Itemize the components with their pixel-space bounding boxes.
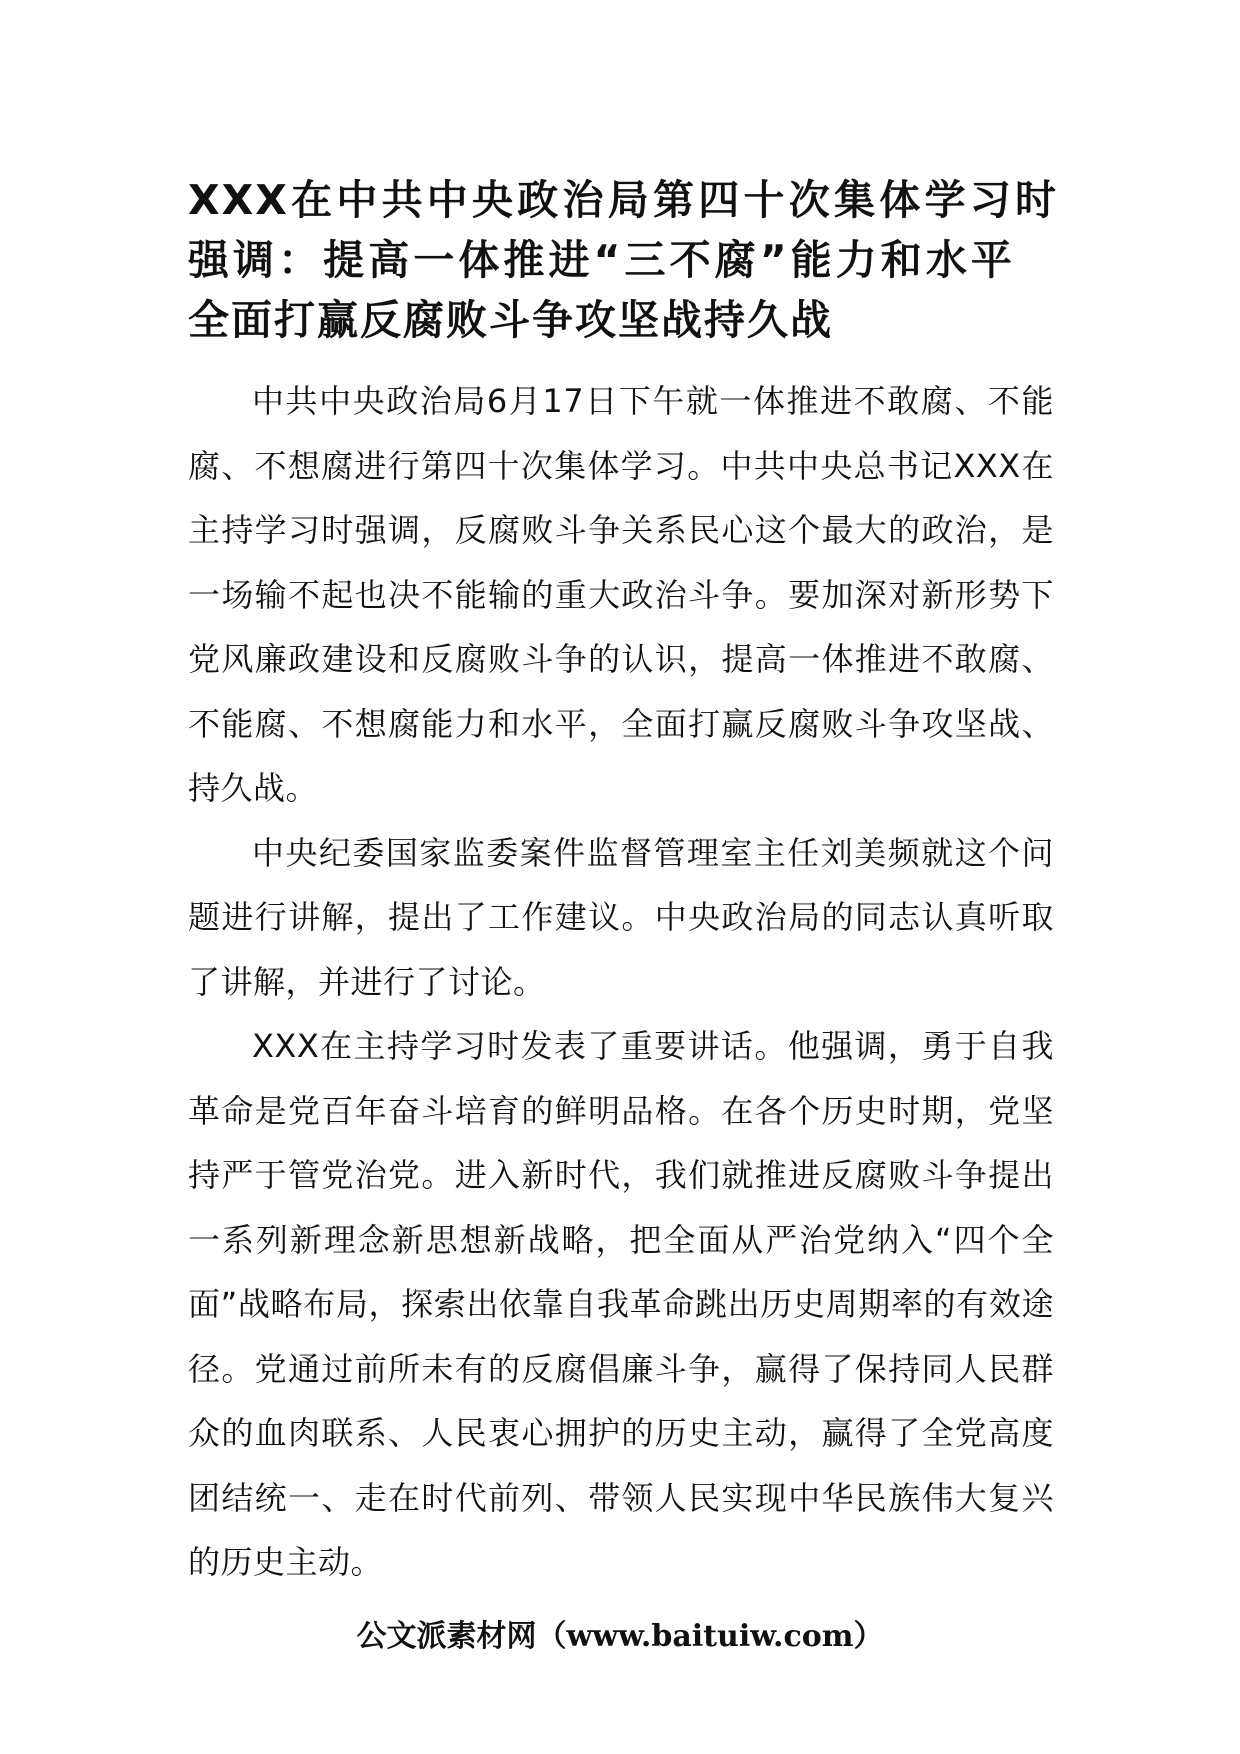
paragraph-2: 中央纪委国家监委案件监督管理室主任刘美频就这个问题进行讲解，提出了工作建议。中央政治局的同志认真听取了讲解，并进行了讨论。: [188, 833, 1054, 1001]
document-title: [188, 170, 1058, 350]
title-sub: 全面打赢反腐败斗争攻坚战持久战: [188, 296, 833, 344]
paragraph-1: 中共中央政治局6月17日下午就一体推进不敢腐、不能腐、不想腐进行第四十次集体学习。中共中央总书记XXX在主持学习时强调，反腐败斗争关系民心这个最大的政治，是一场输不起也决不能输的重大政治斗争。要加深对新形势下党风廉政建设和反腐败斗争的认识，提高一体推进不敢腐、不能腐、不想腐能力和水平，全面打赢反腐败斗争攻坚战、持久战。: [188, 382, 1054, 807]
footer-site-name: 公文派素材网: [356, 1619, 537, 1654]
footer-site-url[interactable]: （www.baituiw.com）: [536, 1619, 884, 1654]
paragraph-3: XXX在主持学习时发表了重要讲话。他强调，勇于自我革命是党百年奋斗培育的鲜明品格。在各个历史时期，党坚持严于管党治党。进入新时代，我们就推进反腐败斗争提出一系列新理念新思想新战略，把全面从严治党纳入“四个全面”战略布局，探索出依靠自我革命跳出历史周期率的有效途径。党通过前所未有的反腐倡廉斗争，赢得了保持同人民群众的血肉联系、人民衷心拥护的历史主动，赢得了全党高度团结统一、走在时代前列、带领人民实现中华民族伟大复兴的历史主动。: [188, 1027, 1054, 1581]
document-body: [188, 369, 1054, 1595]
title-main: XXX在中共中央政治局第四十次集体学习时强调：提高一体推进“三不腐”能力和水平: [188, 176, 1058, 284]
footer-watermark: [0, 1617, 1240, 1657]
